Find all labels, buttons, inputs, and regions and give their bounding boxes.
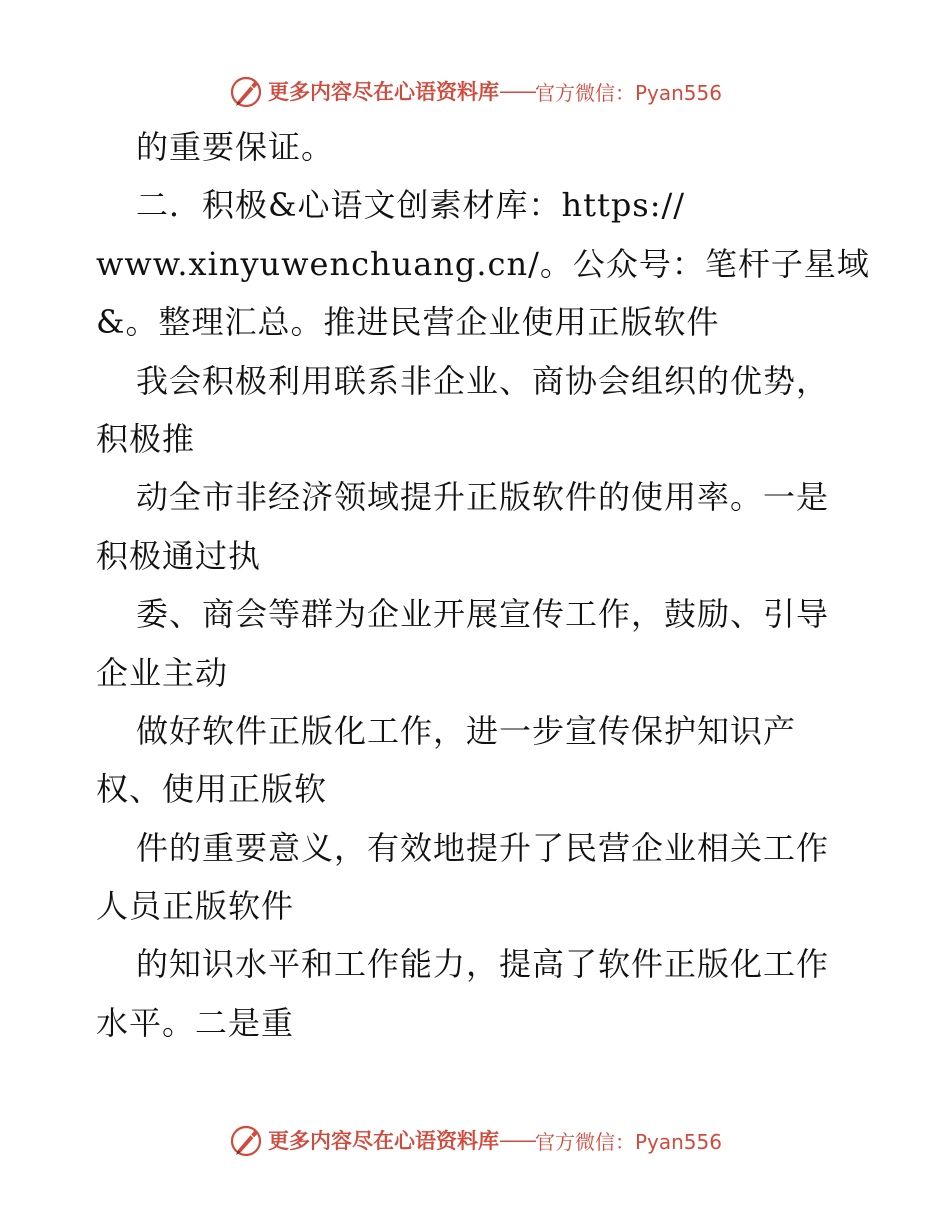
header-wechat-note: 官方微信：Pyan556: [534, 80, 722, 105]
quill-pen-logo-icon: [228, 1122, 264, 1158]
text-line: 积极推: [96, 419, 196, 458]
footer-site-name: 更多内容尽在心语资料库: [267, 1128, 499, 1153]
text-line: 的重要保证。: [136, 128, 335, 166]
text-line: 二．积极&心语文创素材库：https://: [136, 186, 686, 225]
text-line: 做好软件正版化工作，进一步宣传保护知识产: [136, 711, 797, 750]
text-line: 的知识水平和工作能力，提高了软件正版化工作: [136, 945, 830, 984]
text-line: 动全市非经济领域提升正版软件的使用率。一是: [136, 478, 830, 517]
footer-banner: [0, 1120, 950, 1160]
text-line: 人员正版软件: [96, 887, 295, 926]
text-line: www.xinyuwenchuang.cn/。公众号：笔杆子星域: [96, 244, 870, 283]
footer-dash: ——: [498, 1128, 535, 1152]
text-line: 企业主动: [96, 653, 229, 692]
text-line: 件的重要意义，有效地提升了民营企业相关工作: [136, 828, 830, 867]
footer-wechat-note: 官方微信：Pyan556: [534, 1129, 722, 1154]
quill-pen-logo-icon: [228, 73, 264, 109]
header-dash: ——: [498, 79, 535, 103]
text-line: &。整理汇总。推进民营企业使用正版软件: [96, 303, 720, 342]
text-line: 我会积极利用联系非企业、商协会组织的优势，: [136, 361, 830, 400]
header-banner: [0, 71, 950, 111]
text-line: 水平。二是重: [96, 1003, 295, 1042]
text-line: 委、商会等群为企业开展宣传工作，鼓励、引导: [136, 595, 830, 634]
body-text: [96, 118, 886, 1052]
text-line: 积极通过执: [96, 536, 262, 575]
text-line: 权、使用正版软: [96, 770, 328, 809]
header-site-name: 更多内容尽在心语资料库: [267, 79, 499, 104]
